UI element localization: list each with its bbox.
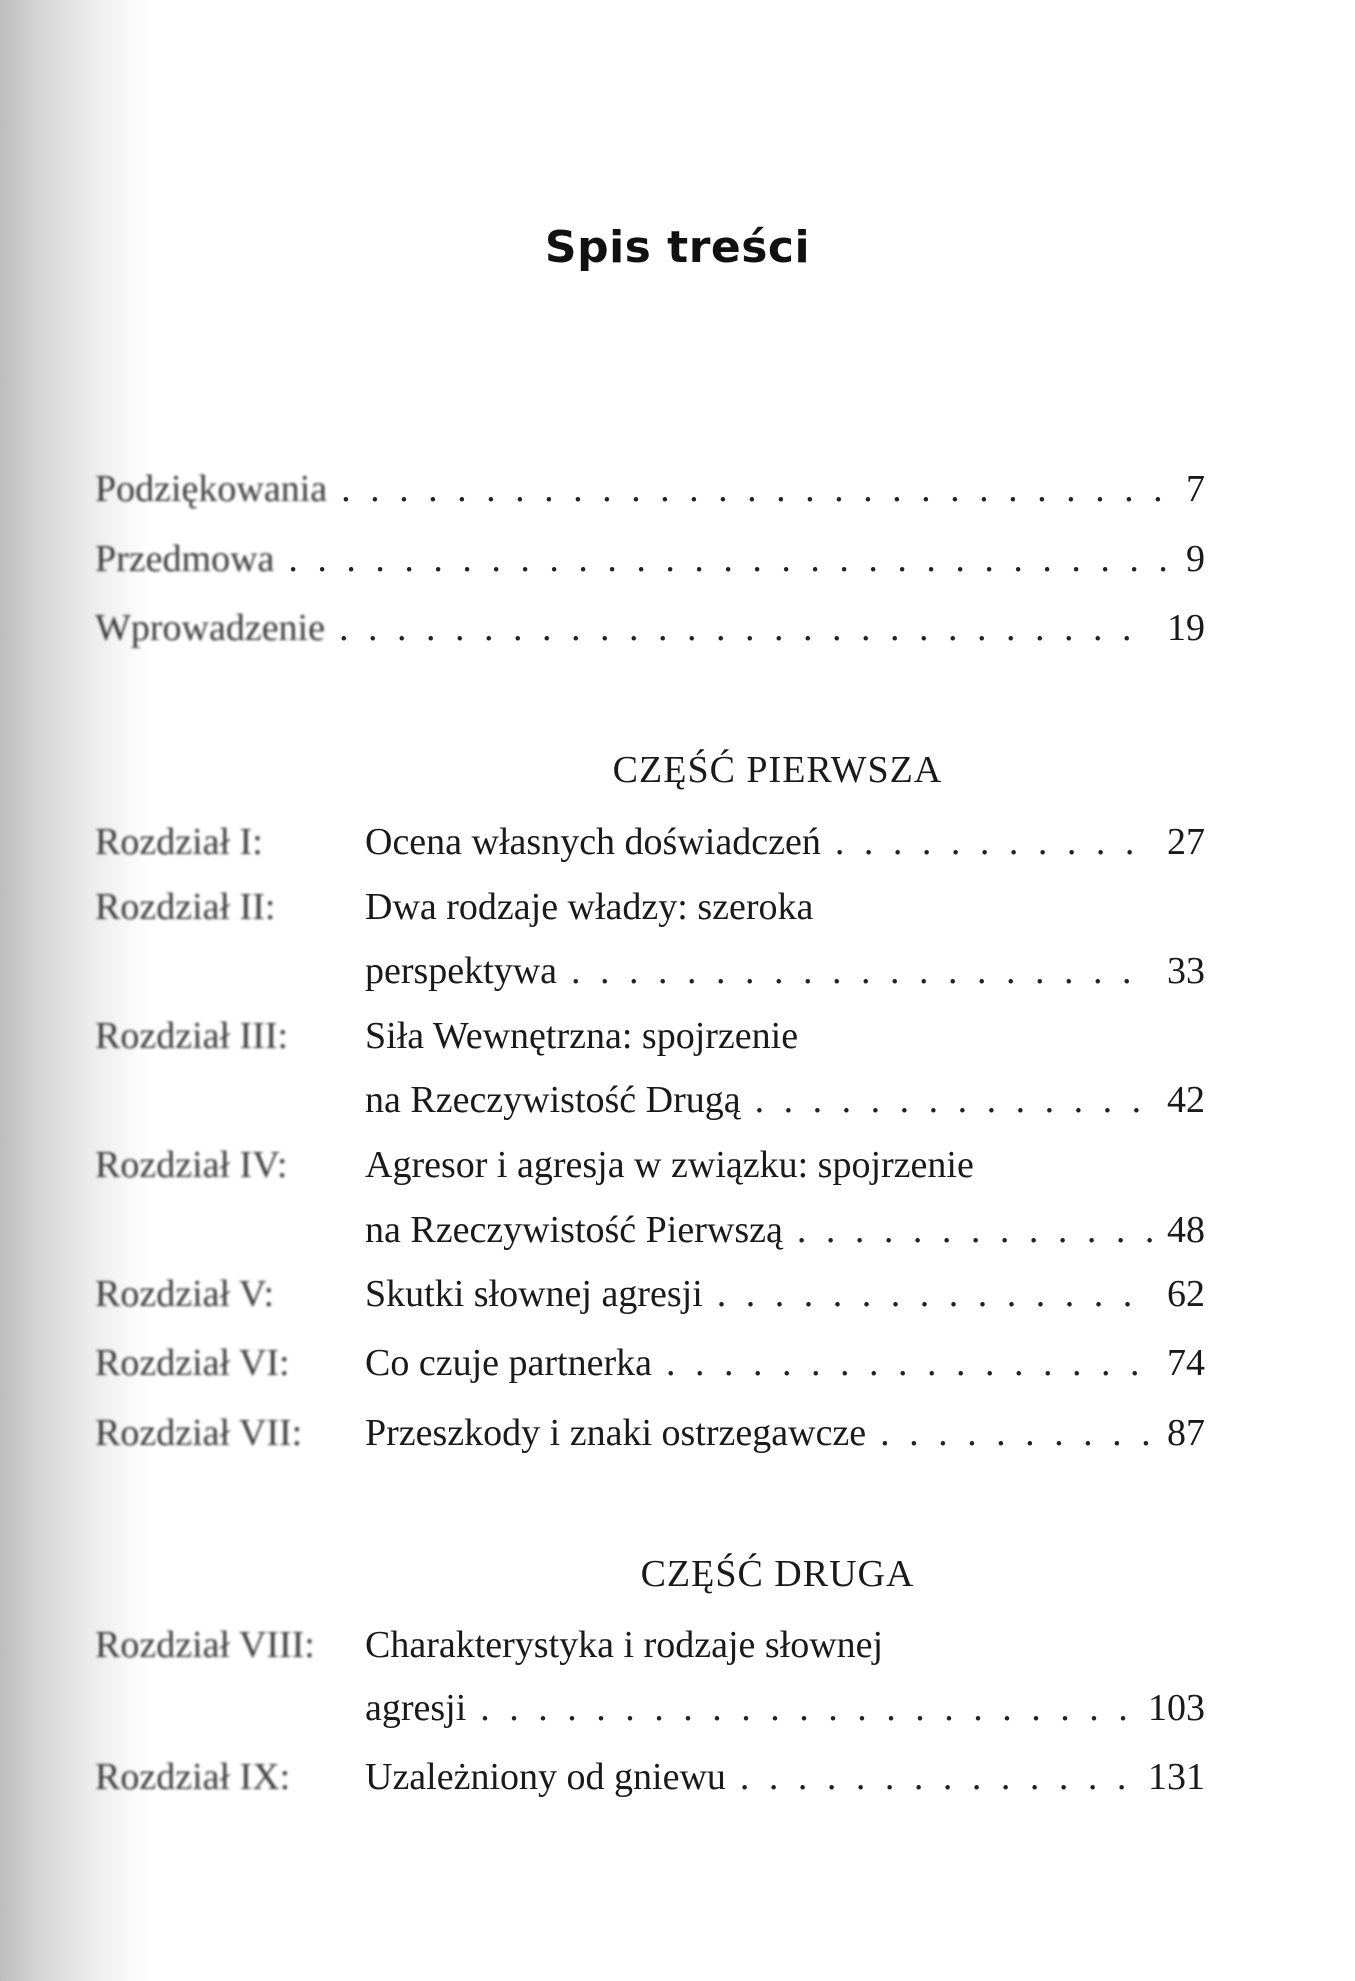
chapter-label: Rozdział VII: (95, 1412, 303, 1454)
chapter-title: na Rzeczywistość Drugą (365, 1079, 741, 1121)
dot-leader (480, 1685, 1134, 1731)
chapter-label: Rozdział VIII: (95, 1624, 315, 1666)
toc-page-number: 42 (1167, 1079, 1205, 1121)
toc-entry-chapter-2[interactable] (365, 948, 1205, 994)
chapter-label: Rozdział III: (95, 1015, 289, 1057)
dot-leader (288, 536, 1172, 582)
dot-leader (339, 605, 1153, 651)
dot-leader (571, 948, 1153, 994)
toc-page-number: 103 (1148, 1687, 1205, 1729)
toc-page-number: 74 (1167, 1342, 1205, 1384)
toc-page-number: 27 (1167, 821, 1205, 863)
toc-entry-chapter-5[interactable] (365, 1271, 1205, 1317)
toc-page-number: 33 (1167, 950, 1205, 992)
chapter-label: Rozdział I: (95, 821, 263, 863)
toc-entry-foreword[interactable] (95, 536, 1205, 582)
toc-entry-acknowledgements[interactable] (95, 466, 1205, 512)
toc-page-number: 19 (1167, 607, 1205, 649)
chapter-label: Rozdział IV: (95, 1144, 288, 1186)
chapter-title: Ocena własnych doświadczeń (365, 821, 821, 863)
dot-leader (717, 1271, 1153, 1317)
toc-entry-label: Wprowadzenie (95, 607, 325, 649)
chapter-title: Przeszkody i znaki ostrzegawcze (365, 1412, 867, 1454)
toc-entry-label: Przedmowa (95, 538, 275, 580)
dot-leader (880, 1410, 1153, 1456)
toc-page-number: 62 (1167, 1273, 1205, 1315)
chapter-title: agresji (365, 1687, 467, 1729)
part-heading-two: CZĘŚĆ DRUGA (640, 1553, 915, 1595)
chapter-title: Co czuje partnerka (365, 1342, 652, 1384)
chapter-label: Rozdział IX: (95, 1756, 291, 1798)
chapter-title-line: Siła Wewnętrzna: spojrzenie (365, 1015, 799, 1057)
chapter-label: Rozdział V: (95, 1273, 275, 1315)
toc-entry-chapter-6[interactable] (365, 1340, 1205, 1386)
toc-entry-chapter-3[interactable] (365, 1077, 1205, 1123)
dot-leader (755, 1077, 1153, 1123)
toc-entry-chapter-9[interactable] (365, 1754, 1205, 1800)
dot-leader (341, 466, 1172, 512)
toc-entry-label: Podziękowania (95, 468, 328, 510)
toc-entry-chapter-1[interactable] (365, 819, 1205, 865)
chapter-title: perspektywa (365, 950, 558, 992)
toc-entry-introduction[interactable] (95, 605, 1205, 651)
chapter-label: Rozdział II: (95, 886, 276, 928)
chapter-title-line: Charakterystyka i rodzaje słownej (365, 1624, 884, 1666)
chapter-title-line: Dwa rodzaje władzy: szeroka (365, 886, 814, 928)
toc-page-number: 131 (1148, 1756, 1205, 1798)
toc-entry-chapter-4[interactable] (365, 1207, 1205, 1253)
toc-page-number: 7 (1186, 468, 1205, 510)
part-heading-one: CZĘŚĆ PIERWSZA (612, 749, 943, 791)
dot-leader (666, 1340, 1153, 1386)
toc-entry-chapter-8[interactable] (365, 1685, 1205, 1731)
toc-page-number: 87 (1167, 1412, 1205, 1454)
chapter-title: na Rzeczywistość Pierwszą (365, 1209, 783, 1251)
dot-leader (740, 1754, 1134, 1800)
chapter-title-line: Agresor i agresja w związku: spojrzenie (365, 1144, 974, 1186)
chapter-title: Skutki słownej agresji (365, 1273, 703, 1315)
page-binding-shadow (0, 0, 150, 1981)
toc-page-number: 9 (1186, 538, 1205, 580)
toc-page-number: 48 (1167, 1209, 1205, 1251)
dot-leader (797, 1207, 1153, 1253)
dot-leader (835, 819, 1153, 865)
page-title: Spis treści (544, 222, 811, 273)
toc-entry-chapter-7[interactable] (365, 1410, 1205, 1456)
chapter-title: Uzależniony od gniewu (365, 1756, 726, 1798)
chapter-label: Rozdział VI: (95, 1342, 290, 1384)
